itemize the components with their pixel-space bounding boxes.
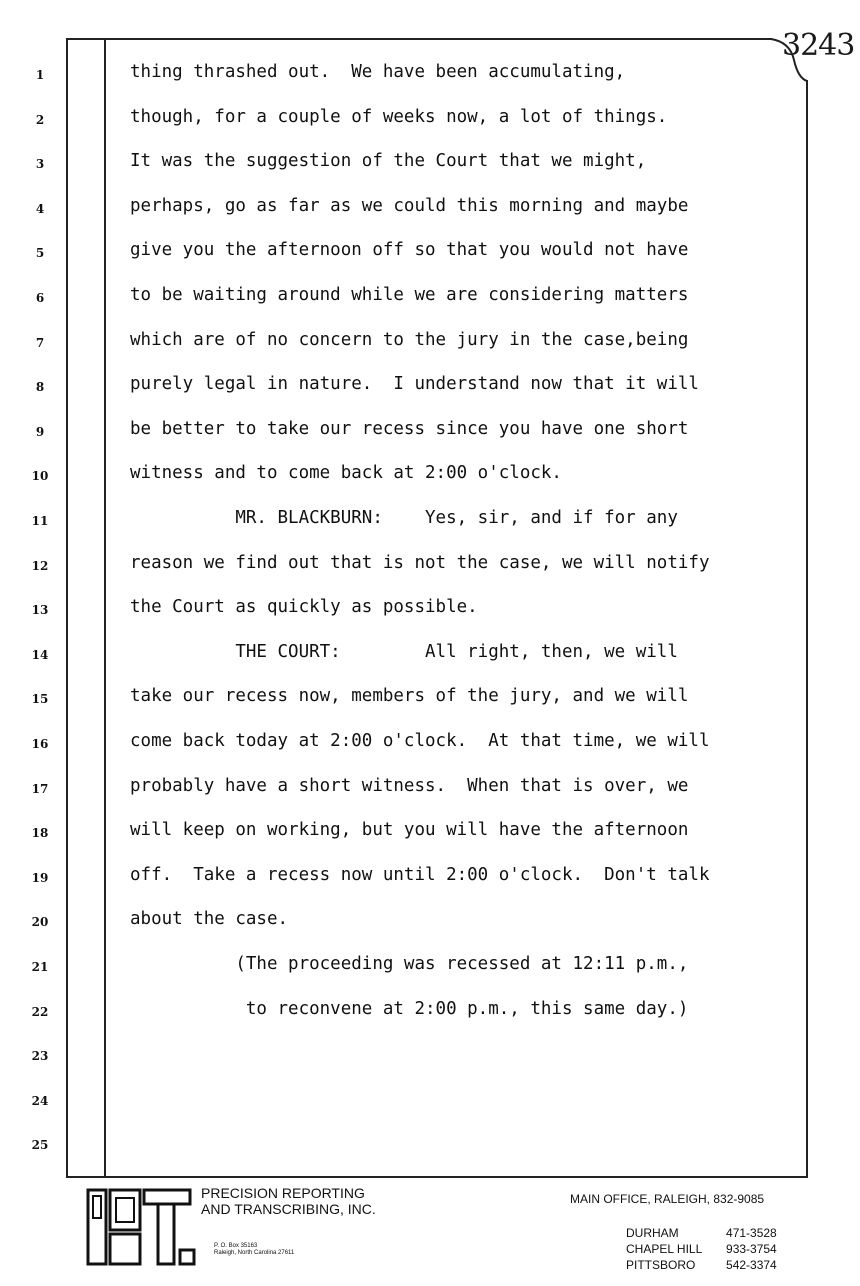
transcript-line: take our recess now, members of the jury, and we will [130,686,689,707]
office-city: CHAPEL HILL [626,1242,703,1256]
transcript-line: (The proceeding was recessed at 12:11 p.m., [130,954,689,974]
transcript-line: to be waiting around while we are considering matters [130,285,689,305]
line-number: 9 [35,424,45,439]
line-number: 3 [35,157,45,172]
transcript-line: thing thrashed out. We have been accumulating, [130,62,626,82]
office-city: PITTSBORO [626,1258,696,1272]
transcript-line: be better to take our recess since you have one short [130,418,689,439]
line-number: 11 [31,514,49,528]
transcript-line: to reconvene at 2:00 p.m., this same day.) [130,998,689,1019]
line-number: 12 [31,558,49,573]
office-city: DURHAM [626,1226,679,1240]
line-number: 10 [31,469,49,484]
transcript-line: reason we find out that is not the case, we will notify [130,552,710,573]
line-number: 14 [31,647,49,662]
line-number: 15 [31,692,49,707]
company-name-line1: PRECISION REPORTING [201,1185,365,1201]
transcript-line: off. Take a recess now until 2:00 o'clock. Don't talk [130,864,710,885]
line-number: 19 [31,870,49,885]
frame-bottom-border [66,1176,808,1178]
line-number: 8 [35,380,45,395]
transcript-line: perhaps, go as far as we could this morning and maybe [130,195,689,216]
transcript-line: witness and to come back at 2:00 o'clock. [130,463,562,484]
line-number: 23 [31,1049,49,1064]
line-number: 17 [31,781,49,796]
address-line1: P. O. Box 35163 [214,1243,258,1249]
transcript-line: though, for a couple of weeks now, a lot of things. [130,106,668,127]
company-logo [86,1186,198,1268]
transcript-line: which are of no concern to the jury in the case,being [130,329,689,350]
frame-left-border [66,38,68,1178]
office-pittsboro [606,1244,777,1286]
line-number: 18 [31,826,49,841]
page-number: 3243 [782,28,855,63]
frame-top-border [66,38,772,40]
transcript-line: the Court as quickly as possible. [130,597,478,618]
transcript-line: will keep on working, but you will have the afternoon [130,820,689,841]
transcript-line: It was the suggestion of the Court that we might, [130,151,647,172]
transcript-line: MR. BLACKBURN: Yes, sir, and if for any [130,508,678,528]
line-number: 4 [35,201,45,216]
transcript-line: purely legal in nature. I understand now that it will [130,374,699,395]
office-phone: 542-3374 [726,1258,777,1272]
transcript-line: probably have a short witness. When that is over, we [130,775,689,796]
frame-right-border [806,80,808,1178]
company-name [201,1185,376,1217]
line-number: 7 [35,335,45,350]
line-number: 25 [31,1138,49,1153]
line-number: 16 [31,737,49,751]
transcript-line: THE COURT: All right, then, we will [130,641,678,662]
line-number: 1 [35,68,45,82]
address-line2: Raleigh, North Carolina 27611 [214,1250,295,1256]
office-phone: 471-3528 [726,1226,777,1240]
company-address [214,1243,294,1257]
main-office: MAIN OFFICE, RALEIGH, 832-9085 [570,1192,765,1206]
transcript-line: give you the afternoon off so that you would not have [130,240,689,261]
line-number: 20 [31,915,49,930]
line-number: 2 [35,112,45,127]
line-number: 5 [35,246,45,261]
transcript-line: come back today at 2:00 o'clock. At that time, we will [130,731,710,751]
line-number: 24 [31,1093,49,1108]
line-number: 6 [35,291,45,305]
line-number: 21 [31,960,49,974]
office-phone: 933-3754 [726,1242,777,1256]
margin-rule [104,38,106,1176]
line-number: 22 [31,1004,49,1019]
company-name-line2: AND TRANSCRIBING, INC. [201,1201,376,1217]
line-number: 13 [31,603,49,618]
transcript-line: about the case. [130,909,289,930]
frame-corner-curve [770,38,808,82]
